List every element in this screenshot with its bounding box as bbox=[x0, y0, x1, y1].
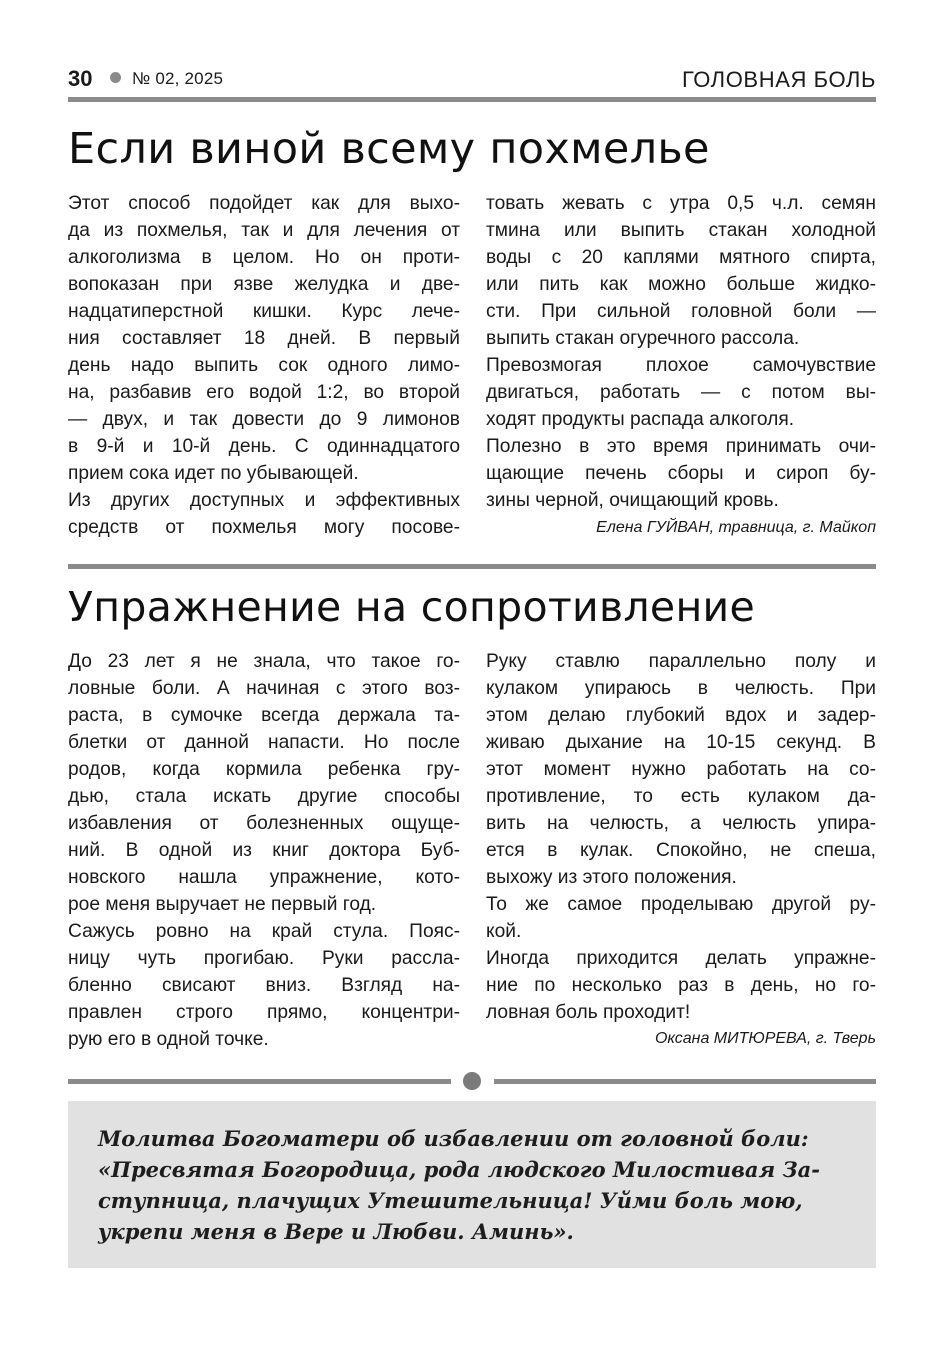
text-line: ловная боль проходит! bbox=[486, 1002, 691, 1023]
text-line: живаю дыхание на 10-15 секунд. В bbox=[486, 732, 876, 753]
text-line: ния составляет 18 дней. В первый bbox=[68, 328, 460, 349]
section-divider bbox=[68, 564, 876, 569]
prayer-line: ступница, плачущих Утешительница! Уйми боль мою, bbox=[98, 1188, 803, 1213]
text-line: Из других доступных и эффективных bbox=[68, 490, 460, 511]
ornament-rule-right bbox=[494, 1079, 876, 1084]
text-line: До 23 лет я не знала, что такое го- bbox=[68, 651, 460, 672]
text-line: родов, когда кормила ребенка гру- bbox=[68, 759, 460, 780]
article1-signature: Елена ГУЙВАН, травница, г. Майкоп bbox=[596, 519, 876, 536]
text-line: дью, стала искать другие способы bbox=[68, 786, 460, 807]
text-line: прием сока идет по убывающей. bbox=[68, 463, 359, 484]
text-line: Превозмогая плохое самочувствие bbox=[486, 355, 876, 376]
article2-column-2 bbox=[486, 648, 876, 1026]
text-line: ется в кулак. Спокойно, не спеша, bbox=[486, 840, 876, 861]
text-line: противление, то есть кулаком да- bbox=[486, 786, 876, 807]
article2-title: Упражнение на сопротивление bbox=[68, 583, 756, 631]
text-line: новского нашла упражнение, кото- bbox=[68, 867, 460, 888]
text-line: выпить стакан огуречного рассола. bbox=[486, 328, 800, 349]
text-line: вопоказан при язве желудка и две- bbox=[68, 274, 460, 295]
text-line: надцатиперстной кишки. Курс лече- bbox=[68, 301, 460, 322]
text-line: — двух, и так довести до 9 лимонов bbox=[68, 409, 460, 430]
text-line: Руку ставлю параллельно полу и bbox=[486, 651, 876, 672]
text-line: зины черной, очищающий кровь. bbox=[486, 490, 779, 511]
prayer-box bbox=[68, 1101, 876, 1268]
text-line: сти. При сильной головной боли — bbox=[486, 301, 876, 322]
article2-signature: Оксана МИТЮРЕВА, г. Тверь bbox=[654, 1030, 876, 1047]
text-line: блетки от данной напасти. Но после bbox=[68, 732, 460, 753]
text-line: избавления от болезненных ощуще- bbox=[68, 813, 460, 834]
text-line: ние по несколько раз в день, но го- bbox=[486, 975, 876, 996]
prayer-line: Молитва Богоматери об избавлении от головной боли: bbox=[98, 1126, 809, 1151]
prayer-line: «Пресвятая Богородица, рода людского Милостивая За- bbox=[98, 1157, 820, 1182]
article1-title: Если виной всему похмелье bbox=[68, 124, 710, 174]
text-line: То же самое проделываю другой ру- bbox=[486, 894, 876, 915]
prayer-text bbox=[98, 1123, 846, 1247]
text-line: день надо выпить сок одного лимо- bbox=[68, 355, 460, 376]
text-line: ловные боли. А начиная с этого воз- bbox=[68, 678, 460, 699]
article1-column-2 bbox=[486, 190, 876, 514]
text-line: двигаться, работать — с потом вы- bbox=[486, 382, 876, 403]
section-title: ГОЛОВНАЯ БОЛЬ bbox=[681, 67, 876, 92]
ornament-rule-left bbox=[68, 1079, 451, 1084]
text-line: рое меня выручает не первый год. bbox=[68, 894, 377, 915]
text-line: правлен строго прямо, концентри- bbox=[68, 1002, 460, 1023]
page-header bbox=[68, 66, 876, 98]
text-line: раста, в сумочке всегда держала та- bbox=[68, 705, 460, 726]
text-line: средств от похмелья могу посове- bbox=[68, 517, 460, 538]
article1-column-1 bbox=[68, 190, 460, 541]
text-line: тмина или выпить стакан холодной bbox=[486, 220, 876, 241]
text-line: да из похмелья, так и для лечения от bbox=[68, 220, 460, 241]
text-line: кулаком упираюсь в челюсть. При bbox=[486, 678, 876, 699]
prayer-line: укрепи меня в Вере и Любви. Аминь». bbox=[98, 1219, 574, 1244]
text-line: Сажусь ровно на край стула. Пояс- bbox=[68, 921, 460, 942]
text-line: ний. В одной из книг доктора Буб- bbox=[68, 840, 460, 861]
text-line: или пить как можно больше жидко- bbox=[486, 274, 876, 295]
text-line: Полезно в это время принимать очи- bbox=[486, 436, 876, 457]
text-line: товать жевать с утра 0,5 ч.л. семян bbox=[486, 193, 876, 214]
text-line: в 9-й и 10-й день. С одиннадцатого bbox=[68, 436, 460, 457]
text-line: на, разбавив его водой 1:2, во второй bbox=[68, 382, 460, 403]
text-line: этом делаю глубокий вдох и задер- bbox=[486, 705, 876, 726]
article2-column-1 bbox=[68, 648, 460, 1053]
text-line: выхожу из этого положения. bbox=[486, 867, 737, 888]
text-line: Этот способ подойдет как для выхо- bbox=[68, 193, 460, 214]
text-line: Иногда приходится делать упражне- bbox=[486, 948, 876, 969]
page-number: 30 bbox=[68, 66, 93, 91]
bullet-dot bbox=[110, 72, 121, 83]
text-line: бленно свисают вниз. Взгляд на- bbox=[68, 975, 460, 996]
text-line: этот момент нужно работать на со- bbox=[486, 759, 876, 780]
text-line: кой. bbox=[486, 921, 522, 942]
issue-number: № 02, 2025 bbox=[132, 69, 224, 88]
text-line: щающие печень сборы и сироп бу- bbox=[486, 463, 876, 484]
ornament-dot bbox=[463, 1072, 481, 1090]
text-line: ницу чуть прогибаю. Руки рассла- bbox=[68, 948, 460, 969]
text-line: вить на челюсть, а челюсть упира- bbox=[486, 813, 876, 834]
text-line: ходят продукты распада алкоголя. bbox=[486, 409, 795, 430]
text-line: воды с 20 каплями мятного спирта, bbox=[486, 247, 876, 268]
text-line: рую его в одной точке. bbox=[68, 1029, 269, 1050]
header-rule bbox=[68, 97, 876, 102]
text-line: алкоголизма в целом. Но он проти- bbox=[68, 247, 460, 268]
